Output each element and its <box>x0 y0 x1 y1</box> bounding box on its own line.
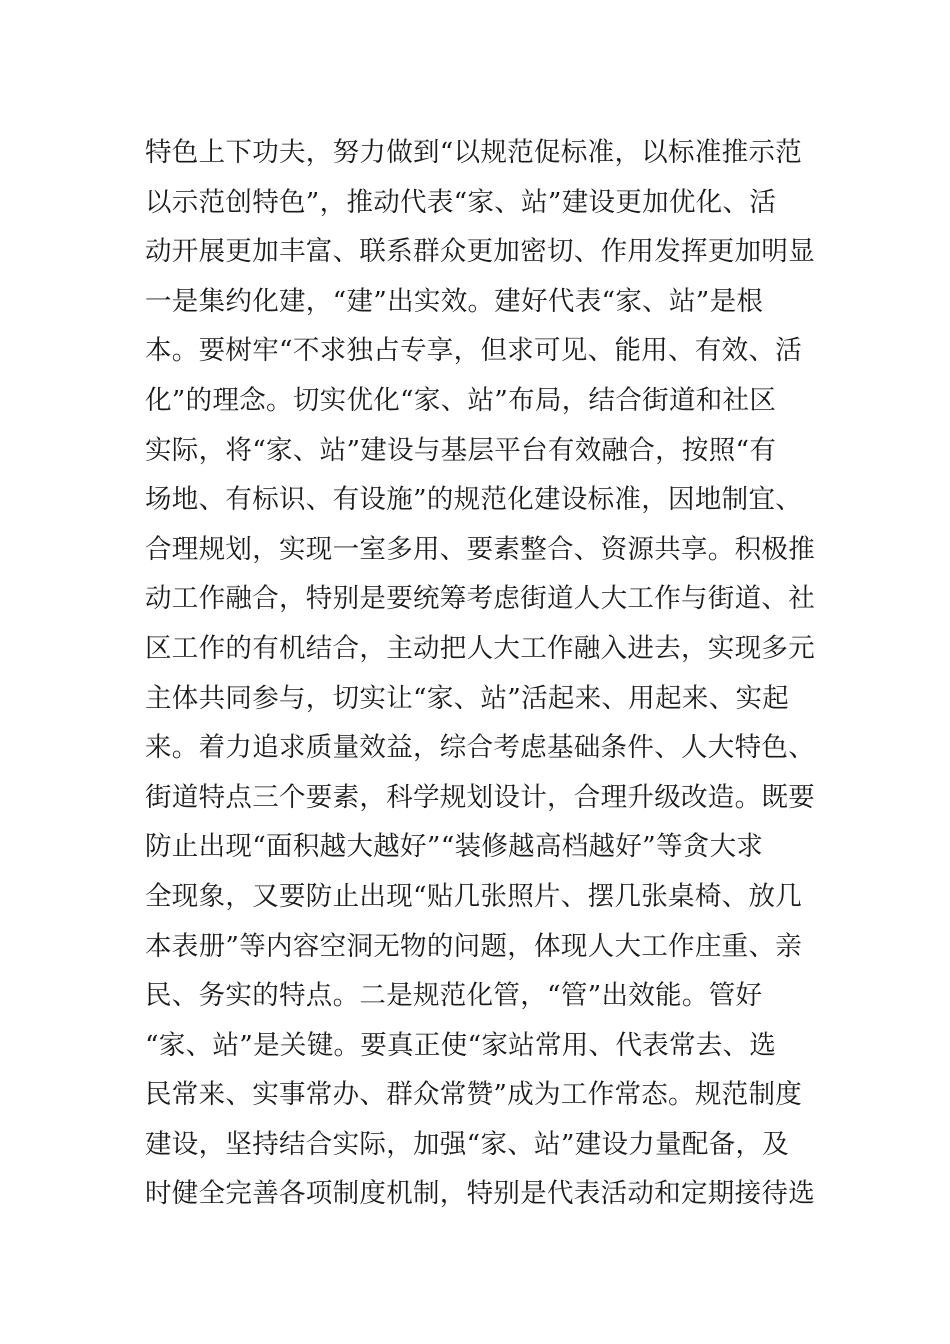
text-line-20: 民常来、实事常办、群众常赞”成为工作常态。规范制度 <box>145 1079 803 1111</box>
body-text <box>145 128 815 1219</box>
text-line-17: 本表册”等内容空洞无物的问题，体现人大工作庄重、亲 <box>145 930 803 962</box>
text-line-8: 场地、有标识、有设施”的规范化建设标准，因地制宜、 <box>145 484 803 516</box>
text-line-9: 合理规划，实现一室多用、要素整合、资源共享。积极推 <box>145 533 815 565</box>
text-line-15: 防止出现“面积越大越好”“装修越高档越好”等贪大求 <box>145 831 764 863</box>
text-line-14: 街道特点三个要素，科学规划设计，合理升级改造。既要 <box>145 781 815 813</box>
text-line-19: “家、站”是关键。要真正使“家站常用、代表常去、选 <box>145 1029 777 1061</box>
text-line-13: 来。着力追求质量效益，综合考虑基础条件、人大特色、 <box>145 732 815 764</box>
text-line-18: 民、务实的特点。二是规范化管，“管”出效能。管好 <box>145 980 763 1012</box>
text-line-16: 全现象，又要防止出现“贴几张照片、摆几张桌椅、放几 <box>145 880 803 912</box>
text-line-2: 以示范创特色”，推动代表“家、站”建设更加优化、活 <box>145 186 777 218</box>
text-line-7: 实际，将“家、站”建设与基层平台有效融合，按照“有 <box>145 434 777 466</box>
text-line-4: 一是集约化建，“建”出实效。建好代表“家、站”是根 <box>145 285 764 317</box>
text-line-10: 动工作融合，特别是要统筹考虑街道人大工作与街道、社 <box>145 583 815 615</box>
text-line-22: 时健全完善各项制度机制，特别是代表活动和定期接待选 <box>145 1178 815 1210</box>
text-line-21: 建设，坚持结合实际，加强“家、站”建设力量配备，及 <box>145 1128 790 1160</box>
text-line-12: 主体共同参与，切实让“家、站”活起来、用起来、实起 <box>145 682 790 714</box>
text-line-11: 区工作的有机结合，主动把人大工作融入进去，实现多元 <box>145 632 815 664</box>
text-line-3: 动开展更加丰富、联系群众更加密切、作用发挥更加明显 <box>145 236 815 268</box>
text-line-6: 化”的理念。切实优化“家、站”布局，结合街道和社区 <box>145 384 777 416</box>
text-line-1: 特色上下功夫，努力做到“以规范促标准，以标准推示范 <box>145 137 803 168</box>
text-line-5: 本。要树牢“不求独占专享，但求可见、能用、有效、活 <box>145 335 803 367</box>
